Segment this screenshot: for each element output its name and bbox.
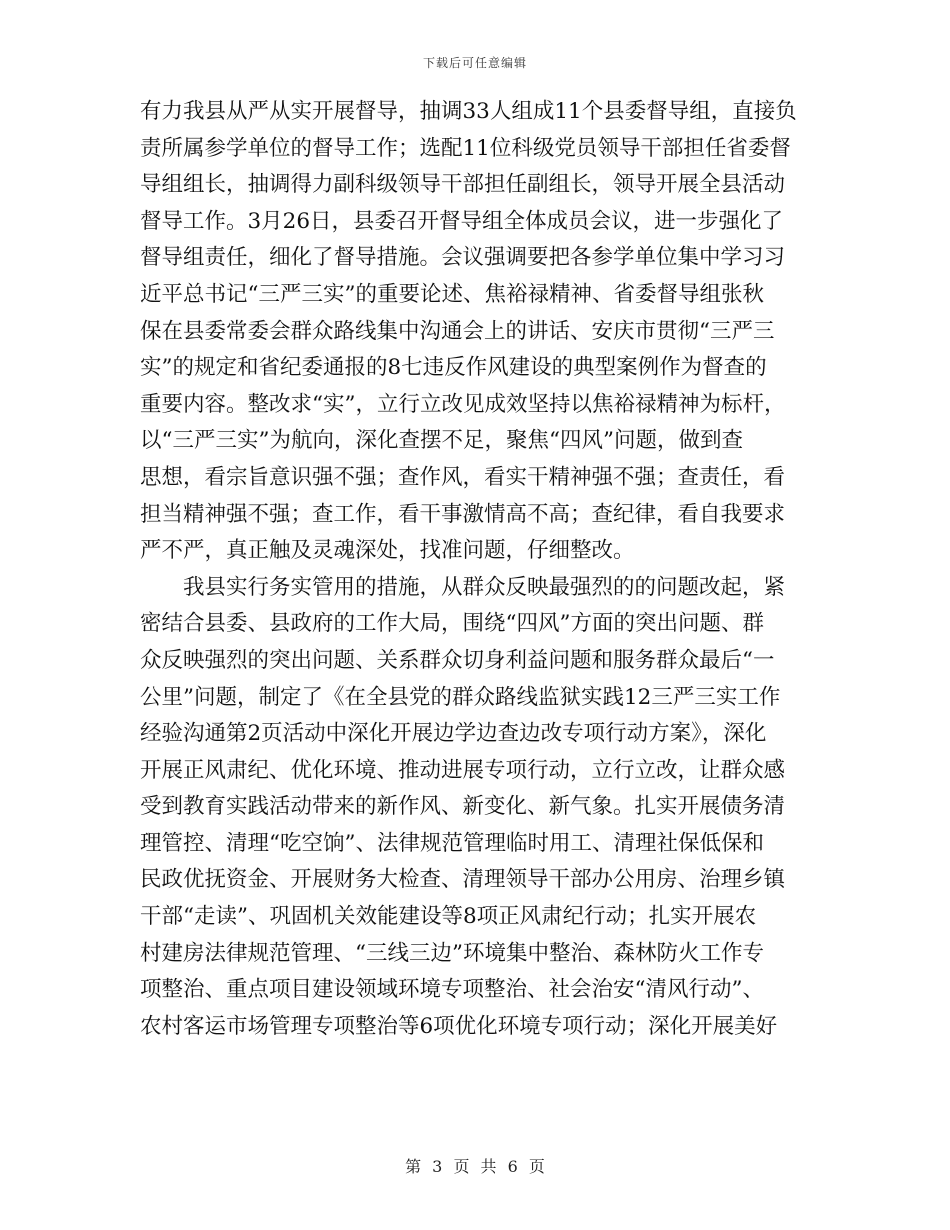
text-line: 导组组长，抽调得力副科级领导干部担任副组长，领导开展全县活动 (140, 172, 786, 198)
text-line: 我县实行务实管用的措施，从群众反映最强烈的的问题改起，紧 (140, 574, 786, 600)
text-line: 理管控、清理“吃空饷”、法律规范管理临时用工、清理社保低保和 (140, 830, 764, 856)
text-line: 有力我县从严从实开展督导，抽调33人组成11个县委督导组，直接负 (140, 99, 797, 124)
page-number-footer: 第 3 页 共 6 页 (405, 1157, 545, 1176)
text-line: 严不严，真正触及灵魂深处，找准问题，仔细整改。 (140, 538, 635, 564)
text-line: 农村客运市场管理专项整治等6项优化环境专项行动；深化开展美好 (140, 1013, 778, 1039)
page-header: 下载后可任意编辑 (422, 56, 527, 70)
text-line: 思想，看宗旨意识强不强；查作风，看实干精神强不强；查责任，看 (140, 464, 786, 490)
text-line: 督导工作。3月26日，县委召开督导组全体成员会议，进一步强化了 (140, 208, 784, 234)
text-line: 实”的规定和省纪委通报的8七违反作风建设的典型案例作为督查的 (140, 355, 767, 381)
text-line: 担当精神强不强；查工作，看干事激情高不高；查纪律，看自我要求 (140, 501, 786, 527)
text-line: 民政优抚资金、开展财务大检查、清理领导干部办公用房、治理乡镇 (140, 867, 786, 893)
text-line: 保在县委常委会群众路线集中沟通会上的讲话、安庆市贯彻“三严三 (140, 318, 775, 344)
text-line: 重要内容。整改求“实”，立行立改见成效坚持以焦裕禄精神为标杆， (140, 391, 786, 417)
text-line: 经验沟通第2页活动中深化开展边学边查边改专项行动方案》，深化 (140, 721, 767, 747)
text-line: 近平总书记“三严三实”的重要论述、焦裕禄精神、省委督导组张秋 (140, 281, 764, 307)
text-line: 众反映强烈的突出问题、关系群众切身利益问题和服务群众最后“一 (140, 647, 775, 673)
text-line: 密结合县委、县政府的工作大局，围绕“四风”方面的突出问题、群 (140, 611, 764, 637)
text-line: 村建房法律规范管理、“三线三边”环境集中整治、森林防火工作专 (140, 940, 764, 966)
text-line: 项整治、重点项目建设领域环境专项整治、社会治安“清风行动”、 (140, 977, 764, 1003)
document-body (140, 94, 816, 1045)
text-line: 督导组责任，细化了督导措施。会议强调要把各参学单位集中学习习 (140, 245, 786, 271)
text-line: 干部“走读”、巩固机关效能建设等8项正风肃纪行动；扎实开展农 (140, 904, 757, 930)
text-line: 以“三严三实”为航向，深化查摆不足，聚焦“四风”问题，做到查 (140, 428, 743, 454)
text-line: 公里”问题，制定了《在全县党的群众路线监狱实践12三严三实工作 (140, 684, 781, 710)
text-line: 受到教育实践活动带来的新作风、新变化、新气象。扎实开展债务清 (140, 794, 786, 820)
text-line: 责所属参学单位的督导工作；选配11位科级党员领导干部担任省委督 (140, 135, 791, 161)
text-line: 开展正风肃纪、优化环境、推动进展专项行动，立行立改，让群众感 (140, 757, 786, 783)
